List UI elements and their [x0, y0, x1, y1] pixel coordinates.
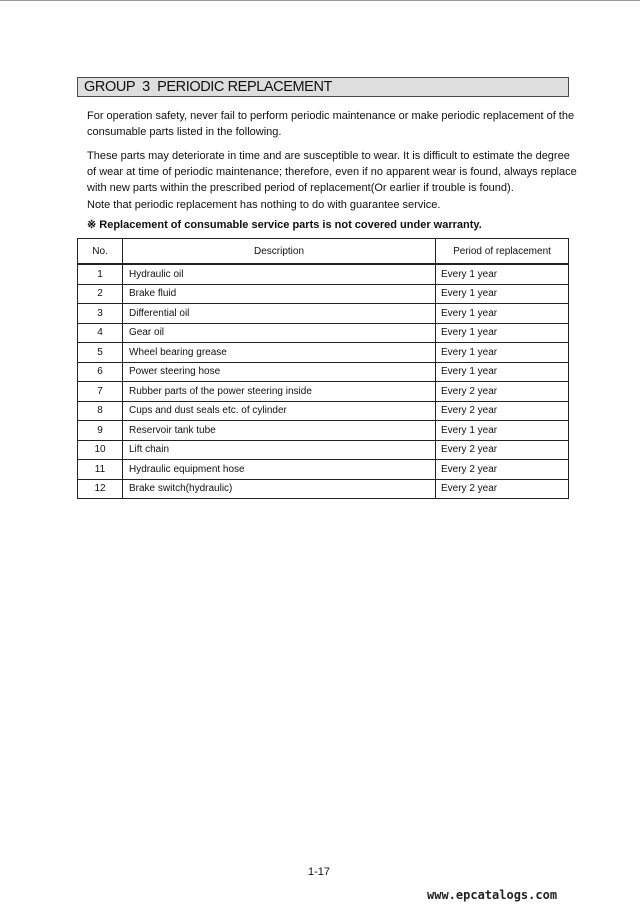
watermark-url: www.epcatalogs.com	[427, 888, 558, 902]
row-no: 9	[78, 421, 123, 441]
row-description: Lift chain	[123, 440, 436, 460]
intro-line: consumable parts listed in the following.	[87, 126, 282, 139]
row-period: Every 1 year	[436, 343, 569, 363]
row-period: Every 2 year	[436, 479, 569, 499]
row-description: Brake switch(hydraulic)	[123, 479, 436, 499]
guarantee-line: Note that periodic replacement has nothing to do with guarantee service.	[87, 198, 441, 211]
row-no: 5	[78, 343, 123, 363]
row-period: Every 1 year	[436, 264, 569, 284]
row-no: 6	[78, 362, 123, 382]
warranty-note: ※ Replacement of consumable service parts is not covered under warranty.	[87, 219, 482, 231]
intro-line: For operation safety, never fail to perform periodic maintenance or make periodic replacement of the	[87, 110, 575, 122]
wear-paragraph	[87, 148, 577, 213]
section-heading	[77, 77, 569, 97]
section-heading-text: GROUP 3 PERIODIC REPLACEMENT	[84, 79, 332, 95]
table-row	[78, 401, 569, 421]
row-description: Rubber parts of the power steering inside	[123, 382, 436, 402]
intro-paragraph	[87, 108, 575, 140]
row-period: Every 2 year	[436, 460, 569, 480]
table-row	[78, 343, 569, 363]
table-row	[78, 284, 569, 304]
table-row	[78, 479, 569, 499]
row-no: 1	[78, 264, 123, 284]
table-row	[78, 382, 569, 402]
table-row	[78, 460, 569, 480]
row-no: 2	[78, 284, 123, 304]
table-row	[78, 440, 569, 460]
row-description: Wheel bearing grease	[123, 343, 436, 363]
replacement-table	[77, 238, 569, 499]
wear-line: These parts may deteriorate in time and are susceptible to wear. It is difficult to estimate the degree	[87, 150, 570, 162]
row-description: Gear oil	[123, 323, 436, 343]
table-header-row	[78, 239, 569, 265]
table-row	[78, 323, 569, 343]
header-description: Description	[123, 239, 436, 265]
row-period: Every 1 year	[436, 323, 569, 343]
row-description: Brake fluid	[123, 284, 436, 304]
row-no: 4	[78, 323, 123, 343]
header-period: Period of replacement	[436, 239, 569, 265]
row-period: Every 2 year	[436, 382, 569, 402]
page-number: 1-17	[308, 866, 331, 878]
row-no: 7	[78, 382, 123, 402]
row-period: Every 1 year	[436, 421, 569, 441]
row-period: Every 2 year	[436, 440, 569, 460]
header-no: No.	[78, 239, 123, 265]
table-row	[78, 264, 569, 284]
row-no: 11	[78, 460, 123, 480]
row-period: Every 2 year	[436, 401, 569, 421]
row-period: Every 1 year	[436, 362, 569, 382]
top-rule	[0, 0, 640, 1]
row-description: Cups and dust seals etc. of cylinder	[123, 401, 436, 421]
row-no: 8	[78, 401, 123, 421]
row-no: 10	[78, 440, 123, 460]
row-no: 12	[78, 479, 123, 499]
table-row	[78, 362, 569, 382]
row-description: Hydraulic oil	[123, 264, 436, 284]
row-period: Every 1 year	[436, 284, 569, 304]
row-period: Every 1 year	[436, 304, 569, 324]
wear-line: with new parts within the prescribed period of replacement(Or earlier if trouble is found).	[87, 182, 514, 195]
row-description: Hydraulic equipment hose	[123, 460, 436, 480]
row-description: Differential oil	[123, 304, 436, 324]
wear-line: of wear at time of periodic maintenance; therefore, even if no apparent wear is found, always replace	[87, 166, 577, 179]
table-row	[78, 421, 569, 441]
row-description: Reservoir tank tube	[123, 421, 436, 441]
row-no: 3	[78, 304, 123, 324]
row-description: Power steering hose	[123, 362, 436, 382]
table-row	[78, 304, 569, 324]
